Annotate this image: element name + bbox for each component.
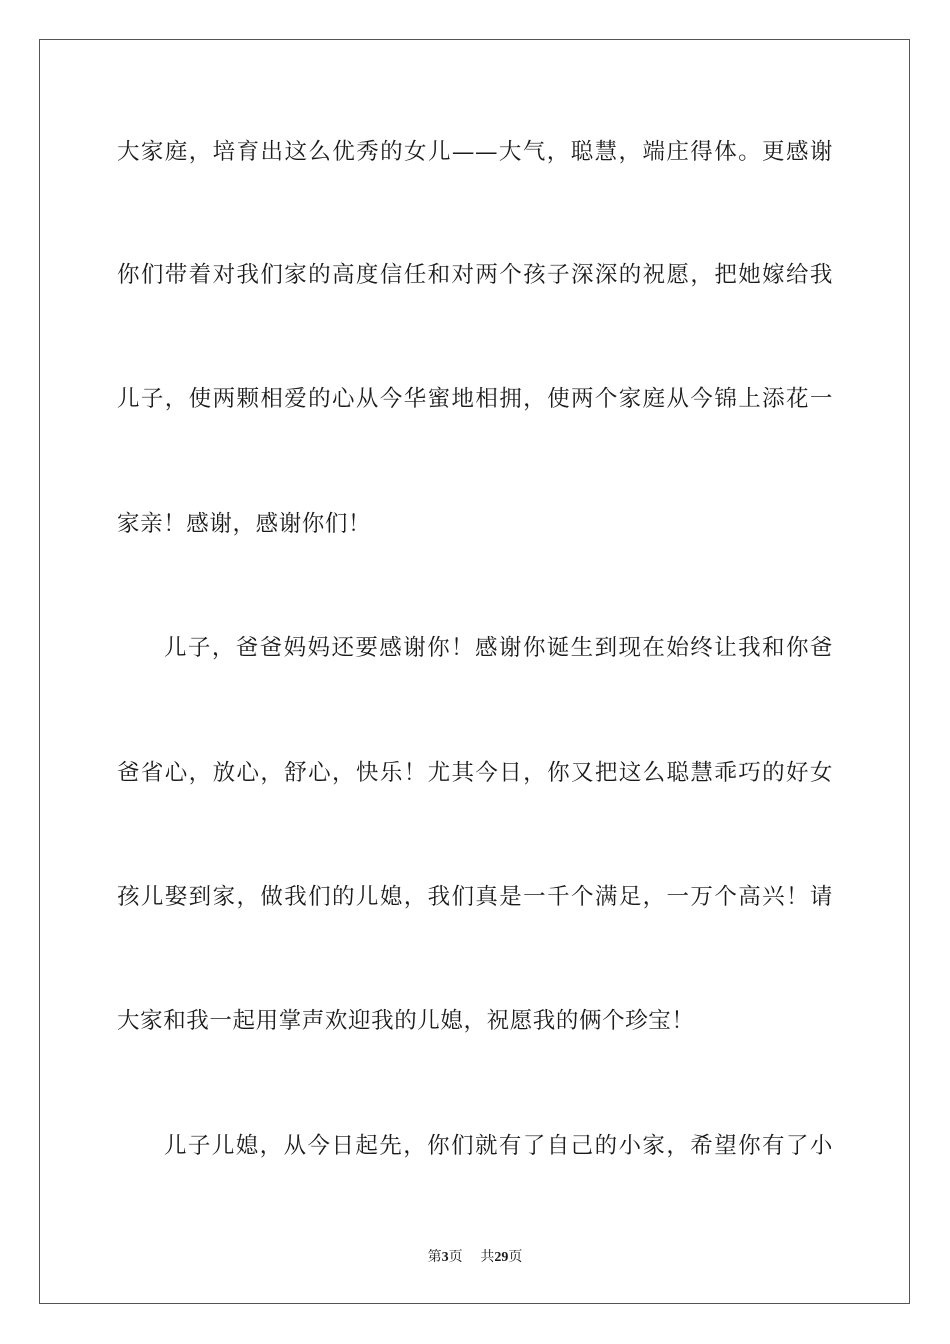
page-footer bbox=[0, 1248, 950, 1267]
text-line-3: 儿子，使两颗相爱的心从今华蜜地相拥，使两个家庭从今锦上添花一 bbox=[117, 386, 833, 412]
text-line-7: 孩儿娶到家，做我们的儿媳，我们真是一千个满足，一万个高兴！请 bbox=[117, 884, 833, 910]
page-number: 第3页 bbox=[427, 1249, 463, 1265]
page-frame bbox=[39, 39, 910, 1304]
page-total: 共29页 bbox=[480, 1249, 523, 1265]
text-line-9: 儿子儿媳，从今日起先，你们就有了自己的小家，希望你有了小 bbox=[164, 1133, 833, 1159]
text-line-5: 儿子，爸爸妈妈还要感谢你！感谢你诞生到现在始终让我和你爸 bbox=[164, 635, 833, 661]
text-line-2: 你们带着对我们家的高度信任和对两个孩子深深的祝愿，把她嫁给我 bbox=[117, 262, 833, 288]
text-line-8: 大家和我一起用掌声欢迎我的儿媳，祝愿我的俩个珍宝！ bbox=[117, 1008, 695, 1034]
text-line-6: 爸省心，放心，舒心，快乐！尤其今日，你又把这么聪慧乖巧的好女 bbox=[117, 760, 833, 786]
text-line-4: 家亲！感谢，感谢你们！ bbox=[117, 511, 372, 537]
text-line-1: 大家庭，培育出这么优秀的女儿——大气，聪慧，端庄得体。更感谢 bbox=[117, 139, 833, 165]
